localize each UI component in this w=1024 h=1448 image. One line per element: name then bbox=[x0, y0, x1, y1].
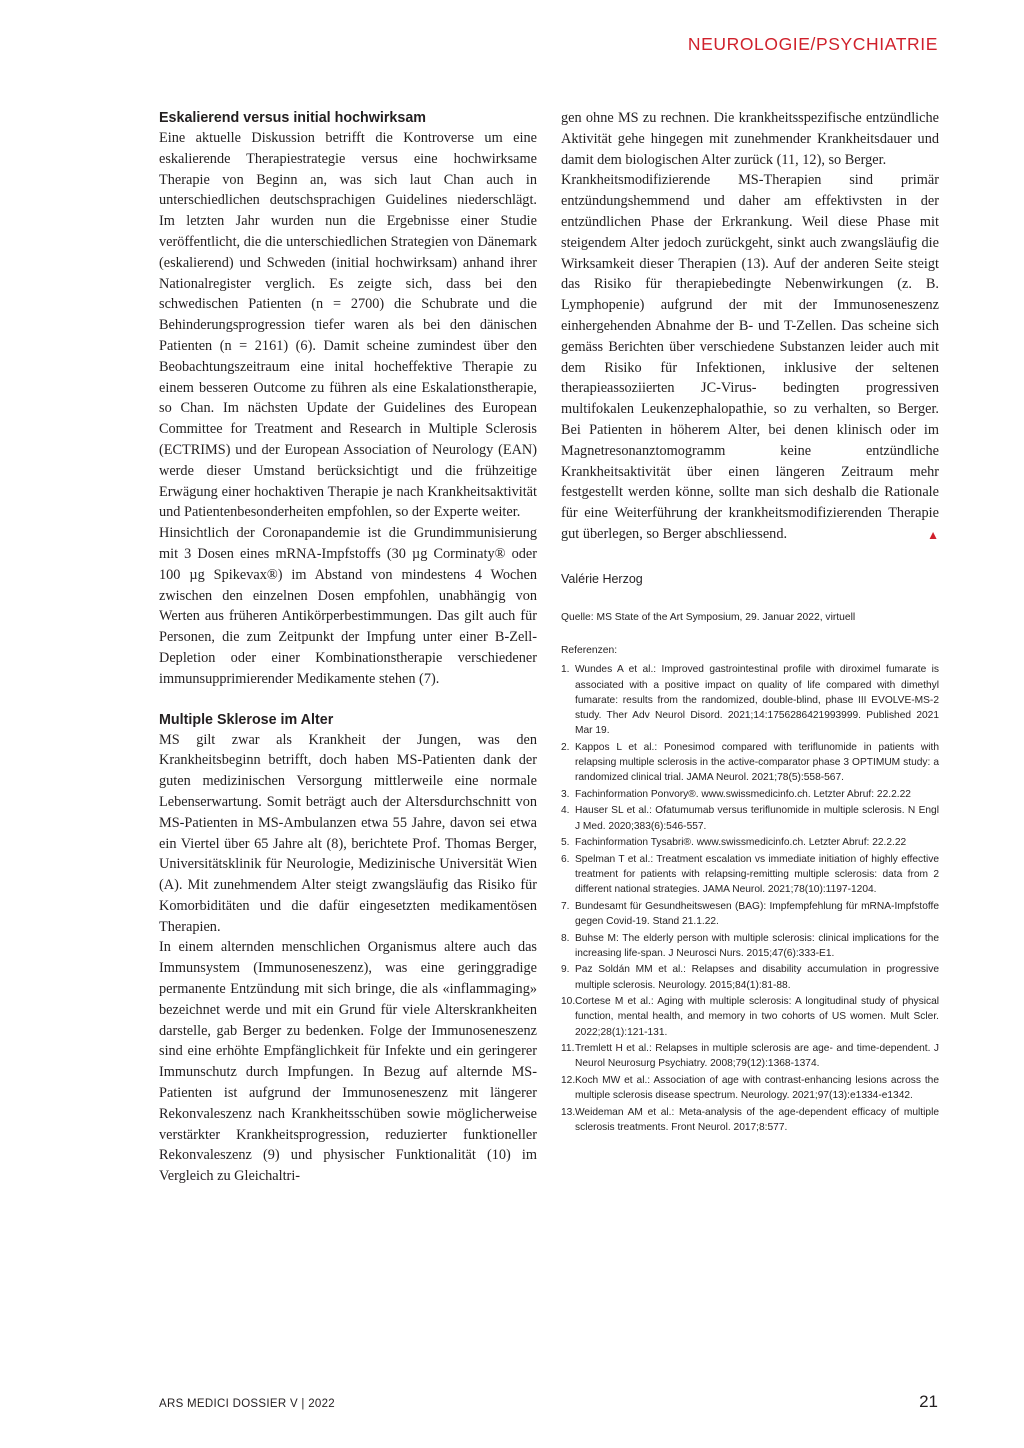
author: Valérie Herzog bbox=[561, 571, 643, 586]
reference-item bbox=[561, 931, 939, 961]
reference-number: 10. bbox=[561, 996, 576, 1008]
reference-text: Fachinformation Ponvory®. www.swissmedicinfo.ch. Letzter Abruf: 22.2.22 bbox=[575, 788, 911, 800]
page-number: 21 bbox=[919, 1392, 938, 1411]
paragraph: Hinsichtlich der Coronapandemie ist die Grundimmunisierung mit 3 Dosen eines mRNA-Impfstoffs (30 µg Corminaty® oder 100 µg Spikevax®) im Abstand von mindestens 4 Wochen zwischen den einzelnen Dosen empfohlen, unabhängig von Werten aus früheren Antikörperbestimmungen. Das gilt auch für Personen, die zum Zeitpunkt der Impfung unter einer B-Zell-Depletion oder einer Kombinationstherapie verschiedener immunsupprimierender Medikamente stehen (7). bbox=[159, 525, 537, 687]
source-note: Quelle: MS State of the Art Symposium, 29. Januar 2022, virtuell bbox=[561, 611, 856, 623]
reference-text: Cortese M et al.: Aging with multiple sclerosis: A longitudinal study of physical function, mental health, and memory in two cohorts of US women. Mult Scler. 2022;28(1):121-131. bbox=[575, 996, 939, 1038]
reference-number: 13. bbox=[561, 1106, 576, 1118]
reference-text: Paz Soldán MM et al.: Relapses and disability accumulation in progressive multiple sclerosis. Neurology. 2015;84(1):81-88. bbox=[575, 964, 939, 991]
references-title: Referenzen: bbox=[561, 645, 618, 657]
section-header: NEUROLOGIE/PSYCHIATRIE bbox=[687, 34, 938, 54]
reference-text: Tremlett H et al.: Relapses in multiple sclerosis are age- and time-dependent. J Neurol Neurosurg Psychiatry. 2008;79(12):1368-1374. bbox=[575, 1043, 939, 1070]
paragraph: Eine aktuelle Diskussion betrifft die Kontroverse um eine eskalierende Therapiestrategie versus eine hochwirksame Therapie von Beginn an, was sich laut Chan auch in unterschiedlichen deutschsprachigen Guidelines niederschlägt. Im letzten Jahr wurden nun die Ergebnisse einer Studie veröffentlicht, die die unterschiedlichen Strategien von Dänemark (eskalierend) und Schweden (initial hochwirksam) anhand ihrer Nationalregister verglich. Es zeigte sich, dass bei den schwedischen Patienten (n = 2700) die Schubrate und die Behinderungsprogression tiefer waren als bei den dänischen Patienten (n = 2161) (6). Damit scheine zumindest über den Beobachtungszeitraum eine inital hocheffektive Therapie zu einem besseren Outcome zu führen als eine Eskalationstherapie, so Chan. Im nächsten Update der Guidelines des European Committee for Treatment and Research in Multiple Sclerosis (ECTRIMS) und der European Association of Neurology (EAN) werde dieser Umstand berücksichtigt und die frühzeitige Erwägung einer hochaktiven Therapie je nach Krankheitsaktivität und Patientenbesonderheiten empfohlen, so der Experte weiter. bbox=[159, 130, 537, 521]
paragraph: MS gilt zwar als Krankheit der Jungen, was den Krankheitsbeginn betrifft, doch haben MS-Patienten dank der guten medizinischen Versorgung mittlerweile eine normale Lebenserwartung. Somit beträgt auch der Altersdurchschnitt von MS-Patienten in MS-Ambulanzen etwa 55 Jahre, davon sei etwa ein Viertel über 65 Jahre alt (8), berichtete Prof. Thomas Berger, Universitätsklinik für Neurologie, Medizinische Universität Wien (A). Mit zunehmendem Alter steigt zwangsläufig das Risiko für Komorbiditäten und die dafür eingesetzten medikamentösen Therapien. bbox=[159, 731, 537, 935]
reference-item bbox=[561, 787, 939, 802]
heading-escalating: Eskalierend versus initial hochwirksam bbox=[159, 110, 426, 126]
reference-text: Weideman AM et al.: Meta-analysis of the age-dependent efficacy of multiple sclerosis treatments. Front Neurol. 2017;8:577. bbox=[575, 1106, 939, 1133]
reference-item bbox=[561, 962, 939, 992]
right-column bbox=[561, 108, 939, 1137]
reference-item bbox=[561, 994, 939, 1040]
reference-item bbox=[561, 1105, 939, 1135]
reference-item bbox=[561, 899, 939, 929]
reference-number: 3. bbox=[561, 788, 570, 800]
reference-text: Spelman T et al.: Treatment escalation vs immediate initiation of highly effective treatment for patients with relapsing-remitting multiple sclerosis: data from 2 different national strategies. JAMA Neurol. 2021;78(10):1197-1204. bbox=[575, 853, 939, 896]
reference-text: Hauser SL et al.: Ofatumumab versus teriflunomide in multiple sclerosis. N Engl J Med. 2020;383(6):546-557. bbox=[575, 805, 939, 832]
reference-text: Wundes A et al.: Improved gastrointestinal profile with diroximel fumarate is associated with a positive impact on quality of life compared with dimethyl fumarate: results from the randomized, double-blind, phase III EVOLVE-MS-2 study. Ther Adv Neurol Disord. 2021;14:1756286421993999. Published 2021 Mar 19. bbox=[575, 664, 939, 737]
reference-number: 11. bbox=[561, 1043, 575, 1055]
reference-text: Buhse M: The elderly person with multiple sclerosis: clinical implications for the increasing life-span. J Neurosci Nurs. 2015;47(6):333-E1. bbox=[575, 932, 939, 959]
reference-text: Fachinformation Tysabri®. www.swissmedicinfo.ch. Letzter Abruf: 22.2.22 bbox=[575, 837, 907, 849]
reference-item bbox=[561, 835, 939, 850]
reference-number: 6. bbox=[561, 853, 570, 865]
paragraph-last bbox=[561, 170, 939, 544]
left-column bbox=[159, 108, 537, 1187]
reference-item bbox=[561, 1041, 939, 1071]
paragraph-text: Krankheitsmodifizierende MS-Therapien sind primär entzündungshemmend und daher am effektivsten in der entzündlichen Phase der Erkrankung. Weil diese Phase mit steigendem Alter jedoch zurückgeht, sinkt auch zwangsläufig die Wirksamkeit dieser Therapien (13). Auf der anderen Seite steigt das Risiko für therapiebedingte Nebenwirkungen (z. B. Lymphopenie) aufgrund der mit der Immunoseneszenz einhergehenden Abnahme der B- und T-Zellen. Das scheine sich gemäss Berichten über verschiedene Substanzen leider auch mit dem Risiko für Infektionen, inklusive der seltenen therapieassoziierten JC-Virus- bedingten progressiven multifokalen Leukenzephalopathie, so zu verhalten, so Berger. Bei Patienten in höherem Alter, bei denen klinisch oder im Magnetresonanztomogramm keine entzündliche Krankheitsaktivität über einen längeren Zeitraum mehr festgestellt werden könne, sollte man sich deshalb die Rationale für eine Weiterführung der krankheitsmodifizierenden Therapie gut überlegen, so Berger abschliessend. bbox=[561, 172, 939, 542]
reference-item bbox=[561, 803, 939, 833]
reference-number: 1. bbox=[561, 664, 570, 676]
reference-text: Koch MW et al.: Association of age with contrast-enhancing lesions across the multiple sclerosis disease spectrum. Neurology. 2021;97(13):e1334-e1342. bbox=[575, 1074, 939, 1102]
reference-number: 9. bbox=[561, 964, 570, 976]
end-triangle-icon: ▲ bbox=[927, 527, 939, 542]
reference-number: 7. bbox=[561, 900, 570, 912]
reference-item bbox=[561, 1073, 939, 1103]
paragraph: In einem alternden menschlichen Organismus altere auch das Immunsystem (Immunoseneszenz), was eine geringgradige permanente Entzündung mit sich bringe, die als «inflammaging» bezeichnet werde und mit ein Grund für viele Alterskrankheiten darstelle, gab Berger zu bedenken. Folge der Immunoseneszenz sind eine erhöhte Empfänglichkeit für Infekte und ein geringerer Immunschutz durch Impfungen. In Bezug auf alternde MS-Patienten ist aufgrund der Immunoseneszenz mit längerer Rekonvaleszenz nach Krankheitsschüben sowie möglicherweise verstärkter Krankheitsprogression, reduzierter funktioneller Rekonvaleszenz (9) und physischer Funktionalität (10) im Vergleich zu Gleichaltri- bbox=[159, 939, 537, 1185]
reference-number: 12. bbox=[561, 1074, 576, 1086]
reference-item bbox=[561, 740, 939, 786]
reference-number: 8. bbox=[561, 932, 570, 944]
reference-number: 4. bbox=[561, 805, 570, 817]
reference-item bbox=[561, 662, 939, 738]
heading-ms-age: Multiple Sklerose im Alter bbox=[159, 711, 334, 728]
footer-journal: ARS MEDICI DOSSIER V | 2022 bbox=[159, 1398, 335, 1410]
references-list bbox=[561, 662, 939, 1135]
reference-number: 5. bbox=[561, 837, 570, 849]
reference-number: 2. bbox=[561, 741, 570, 753]
reference-text: Bundesamt für Gesundheitswesen (BAG): Impfempfehlung für mRNA-Impfstoffe gegen Covid-19. Stand 21.1.22. bbox=[575, 900, 939, 927]
paragraph: gen ohne MS zu rechnen. Die krankheitsspezifische entzündliche Aktivität gehe hingegen mit zunehmender Krankheitsdauer und damit dem biologischen Alter zurück (11, 12), so Berger. bbox=[561, 110, 939, 168]
reference-item bbox=[561, 852, 939, 898]
reference-text: Kappos L et al.: Ponesimod compared with teriflunomide in patients with relapsing multiple sclerosis in the active-comparator phase 3 OPTIMUM study: a randomized clinical trial. JAMA Neurol. 2021;78(5):558-567. bbox=[575, 741, 939, 784]
